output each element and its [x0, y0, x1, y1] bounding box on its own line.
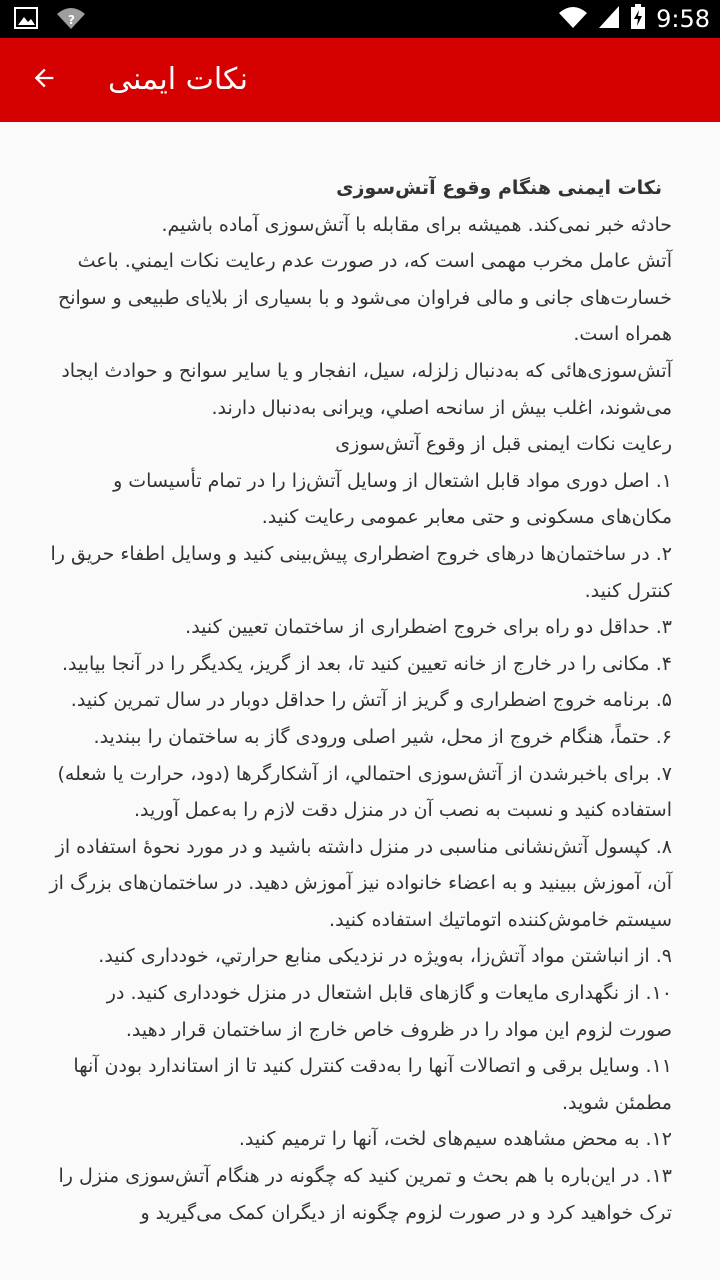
list-item: ۳. حداقل دو راه برای خروج اضطراری از ساختمان تعيين كنيد.	[185, 616, 672, 639]
app-bar	[0, 38, 720, 122]
article-subheading: رعايت نكات ايمنی قبل از وقوع آتش‌سوزی	[335, 433, 672, 456]
svg-text:?: ?	[68, 13, 75, 27]
arrow-back-icon	[30, 64, 58, 96]
content-scroll-area[interactable]	[0, 122, 720, 1280]
list-item: ۷. برای باخبرشدن از آتش‌سوزی احتمالي، از آشكارگرها (دود، حرارت يا شعله) استفاده كنيد و نسبت به نصب آن در منزل دقت لازم را به‌عمل آوريد.	[57, 762, 672, 822]
article-paragraph: آتش‌سوزی‌هائی كه به‌دنبال زلزله، سیل، انفجار و يا ساير سوانح و حوادث ايجاد می‌شوند، اغلب بيش از سانحه اصلي، ويرانی به‌دنبال دارند.	[61, 359, 672, 419]
list-item: ۴. مكانی را در خارج از خانه تعيين كنيد تا، بعد از گريز، يكديگر را در آنجا بيابيد.	[61, 652, 672, 675]
article-heading: نكات ايمنی هنگام وقوع آتش‌سوزی	[336, 177, 662, 199]
back-button[interactable]	[20, 56, 68, 104]
list-item: ۹. از انباشتن مواد آتش‌زا، به‌ويژه در نزديكی منابع حرارتي، خودداری كنيد.	[98, 945, 672, 968]
article-paragraph: آتش عامل مخرب مهمی است كه، در صورت عدم رعايت نكات ايمني. باعث خسارت‌های جانی و مالی فراوان می‌شود و با بسیاری از بلايای طبيعی و سوانح همراه است.	[57, 250, 672, 346]
wifi-icon	[558, 5, 588, 33]
list-item: ۱. اصل دوری مواد قابل اشتعال از وسايل آتش‌زا را در تمام تأسيسات و مكان‌های مسكونی و حتی معابر عمومی رعايت كنيد.	[113, 469, 672, 529]
status-bar	[0, 0, 720, 38]
list-item: ۱۰. از نگهداری مايعات و گازهای قابل اشتعال در منزل خودداری كنيد. در صورت لزوم اين مواد را در ظروف خاص خارج از ساختمان قرار دهيد.	[106, 982, 672, 1041]
image-icon	[14, 7, 38, 33]
list-item: ۱۳. در اين‌باره با هم بحث و تمرين كنيد كه چگونه در هنگام آتش‌سوزی منزل را ترک خواهيد كرد و در صورت لزوم چگونه از ديگران كمک می‌گيريد و	[58, 1165, 672, 1224]
article-paragraph: حادثه خبر نمی‌كند. همیشه برای مقابله با آتش‌سوزی آماده باشیم.	[161, 213, 672, 236]
list-item: ۱۲. به محض مشاهده سيم‌های لخت، آنها را ترميم كنيد.	[238, 1128, 672, 1151]
list-item: ۶. حتماً، هنگام خروج از محل، شير اصلی ورودی گاز به ساختمان را ببنديد.	[93, 725, 672, 748]
list-item: ۱۱. وسايل برقی و اتصالات آنها را به‌دقت كنترل كنيد تا از استاندارد بودن آنها مطمئن شويد.	[73, 1055, 672, 1114]
list-item: ۸. كپسول آتش‌نشانی مناسبی در منزل داشته باشيد و در مورد نحوۀ استفاده از آن، آموزش ببينيد و به اعضاء خانواده نيز آموزش دهيد. در ساختمان‌های بزرگ از سيستم خاموش‌كننده اتوماتيك استفاده كنيد.	[49, 835, 672, 931]
article	[48, 170, 672, 1231]
page-title: نکات ایمنی	[108, 62, 248, 97]
list-item: ۵. برنامه خروج اضطراری و گريز از آتش را حداقل دوبار در سال تمرين كنيد.	[70, 689, 672, 712]
signal-icon	[598, 5, 620, 33]
wifi-question-icon	[56, 6, 86, 34]
list-item: ۲. در ساختمان‌ها درهای خروج اضطراری پيش‌بينی كنيد و وسايل اطفاء حريق را كنترل كنيد.	[50, 542, 672, 602]
battery-charging-icon	[630, 4, 646, 34]
status-time: 9:58	[656, 5, 710, 33]
